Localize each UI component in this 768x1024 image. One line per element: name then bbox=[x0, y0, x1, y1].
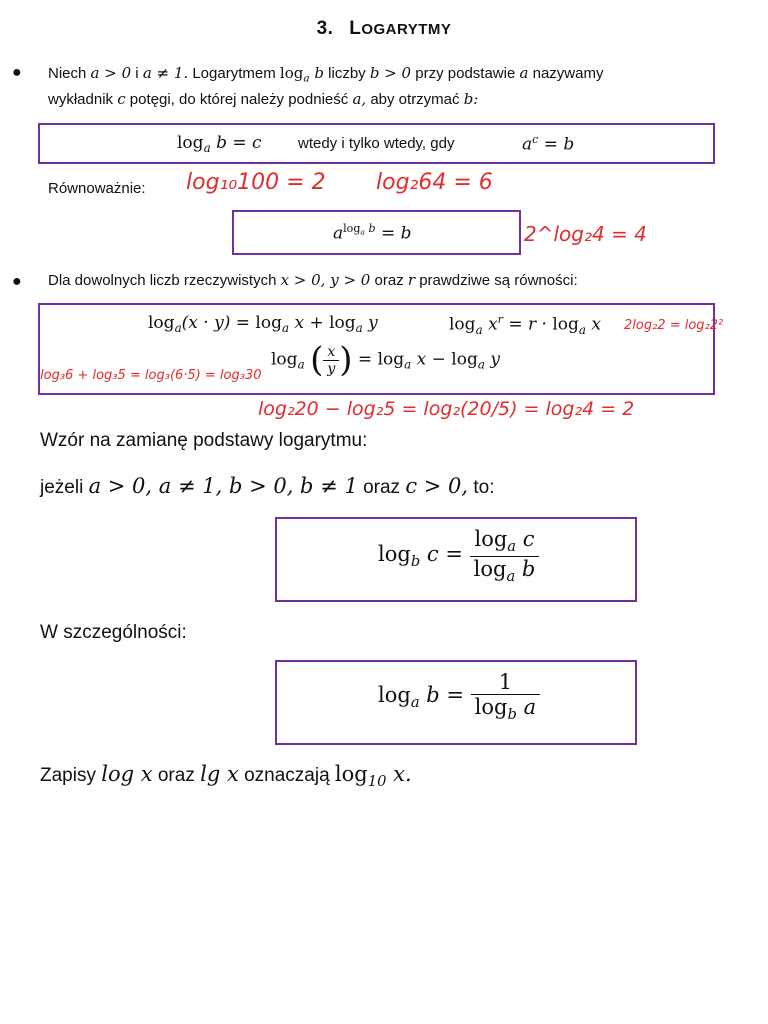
notation-text: oraz bbox=[157, 765, 195, 786]
definition-math: a ≠ 1. bbox=[142, 64, 189, 82]
special-case-heading: W szczególności: bbox=[40, 622, 187, 643]
definition-box-right: $a^c = b$ bbox=[522, 133, 575, 155]
quotient-rule: $\log_a$ ( $\frac{x}{y}$ ) = $\log_a x - \log_a y$ bbox=[271, 340, 500, 380]
change-of-base-heading: Wzór na zamianę podstawy logarytmu: bbox=[40, 430, 368, 451]
properties-math: r bbox=[407, 271, 416, 289]
definition-text: liczby bbox=[328, 65, 366, 82]
properties-text: oraz bbox=[374, 272, 404, 289]
change-of-base-formula: $\log_b c$ = $\frac{\log_a c}{\log_a b}$ bbox=[378, 527, 539, 586]
definition-log: $\log_a b$ bbox=[279, 64, 324, 85]
condition-math: c > 0, bbox=[405, 474, 469, 498]
handwritten-note: log₁₀100 = 2 bbox=[186, 170, 326, 195]
notation-text: Zapisy bbox=[40, 765, 96, 786]
definition-line-2 bbox=[48, 86, 478, 113]
definition-text: nazywamy bbox=[532, 65, 604, 82]
condition-text: to: bbox=[473, 477, 495, 498]
notation-line bbox=[40, 762, 412, 790]
definition-math: a, bbox=[352, 90, 367, 108]
properties-math: x > 0, y > 0 bbox=[280, 271, 371, 289]
handwritten-note: 2^log₂4 = 4 bbox=[524, 222, 647, 246]
handwritten-note: log₃6 + log₃5 = log₃(6·5) = log₃30 bbox=[40, 368, 262, 383]
definition-text: i bbox=[135, 65, 139, 82]
condition-text: oraz bbox=[363, 477, 401, 498]
properties-intro bbox=[48, 267, 578, 294]
notation-math: $\log_{10} x$. bbox=[334, 762, 412, 791]
section-title-first-letter: L bbox=[349, 18, 362, 39]
special-case-formula: $\log_a b$ = $\frac{1}{\log_b a}$ bbox=[378, 670, 540, 724]
bullet-icon: ● bbox=[12, 273, 22, 290]
definition-math: a > 0 bbox=[90, 64, 132, 82]
definition-text: potęgi, do której należy podnieść bbox=[129, 91, 349, 108]
definition-math: a bbox=[519, 64, 529, 82]
definition-text: wykładnik bbox=[48, 91, 114, 108]
definition-math: b: bbox=[463, 90, 479, 108]
section-title-rest: OGARYTMY bbox=[361, 21, 452, 38]
definition-text: przy podstawie bbox=[415, 65, 516, 82]
notation-math: log x bbox=[101, 762, 153, 786]
definition-math: c bbox=[117, 90, 126, 108]
definition-box-left: $\log_a b = c$ bbox=[177, 133, 262, 156]
condition-math: a > 0, a ≠ 1, b > 0, b ≠ 1 bbox=[88, 474, 358, 498]
definition-text: Logarytmem bbox=[192, 65, 276, 82]
change-of-base-condition bbox=[40, 474, 495, 499]
handwritten-note: log₂20 − log₂5 = log₂(20/5) = log₂4 = 2 bbox=[258, 398, 635, 420]
section-title bbox=[0, 18, 768, 40]
definition-math: b > 0 bbox=[369, 64, 412, 82]
handwritten-note: log₂64 = 6 bbox=[376, 170, 493, 195]
product-rule: $\log_a(x \cdot y) = \log_a x + \log_a y$ bbox=[148, 313, 378, 336]
bullet-icon: ● bbox=[12, 64, 22, 81]
properties-text: prawdziwe są równości: bbox=[419, 272, 578, 289]
properties-text: Dla dowolnych liczb rzeczywistych bbox=[48, 272, 277, 289]
equivalently-formula: $a^{log_a b} = b$ bbox=[333, 222, 412, 244]
handwritten-note: 2log₂2 = log₂2² bbox=[624, 318, 724, 333]
notation-math: lg x bbox=[200, 762, 239, 786]
power-rule: $\log_a x^r = r \cdot \log_a x$ bbox=[449, 313, 601, 337]
definition-box-middle: wtedy i tylko wtedy, gdy bbox=[298, 135, 455, 152]
section-number: 3. bbox=[316, 18, 334, 39]
equivalently-label: Równoważnie: bbox=[48, 180, 146, 197]
definition-text: Niech bbox=[48, 65, 87, 82]
definition-text: aby otrzymać bbox=[370, 91, 460, 108]
condition-text: jeżeli bbox=[40, 477, 84, 498]
notation-text: oznaczają bbox=[244, 765, 330, 786]
